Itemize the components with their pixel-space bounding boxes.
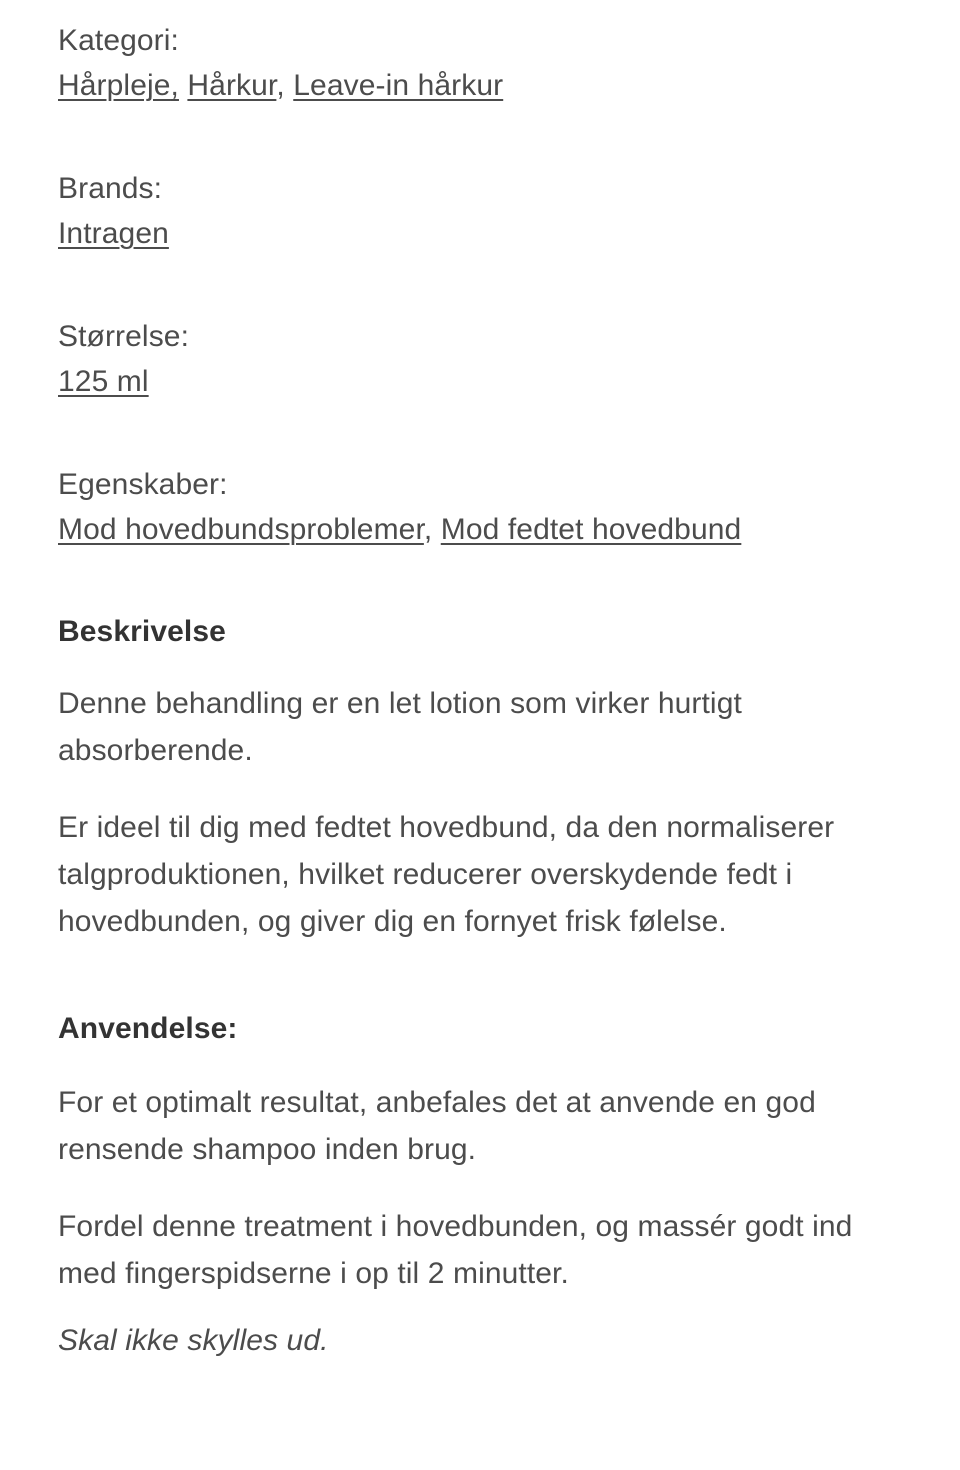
- category-link-leave-in-harkur[interactable]: Leave-in hårkur: [293, 69, 504, 102]
- description-section: [58, 610, 853, 945]
- size-link-125-ml[interactable]: 125 ml: [58, 365, 149, 398]
- description-paragraph: Er ideel til dig med fedtet hovedbund, da den normaliserer talgproduktionen, hvilket reducerer overskydende fedt i hovedbunden, og giver dig en fornyet frisk følelse.: [58, 811, 835, 938]
- meta-block-kategori: [58, 18, 853, 108]
- meta-block-storrelse: [58, 314, 853, 404]
- usage-note: Skal ikke skylles ud.: [58, 1324, 329, 1357]
- meta-values-kategori: [58, 63, 853, 108]
- property-link-mod-hovedbundsproblemer[interactable]: Mod hovedbundsproblemer: [58, 513, 424, 546]
- meta-separator: ,: [276, 69, 294, 102]
- meta-label-brands: Brands:: [58, 172, 163, 205]
- meta-block-egenskaber: [58, 462, 853, 552]
- description-paragraph: Denne behandling er en let lotion som virker hurtigt absorberende.: [58, 687, 742, 767]
- brand-link-intragen[interactable]: Intragen: [58, 217, 169, 250]
- usage-section: [58, 1007, 853, 1364]
- meta-values-egenskaber: [58, 507, 853, 552]
- meta-label-kategori: Kategori:: [58, 24, 179, 57]
- property-link-mod-fedtet-hovedbund[interactable]: Mod fedtet hovedbund: [440, 513, 742, 546]
- meta-block-brands: [58, 166, 853, 256]
- category-link-harpleje[interactable]: Hårpleje: [58, 69, 171, 102]
- usage-paragraph: Fordel denne treatment i hovedbunden, og massér godt ind med fingerspidserne i op til 2 minutter.: [58, 1210, 853, 1290]
- meta-label-egenskaber: Egenskaber:: [58, 468, 228, 501]
- meta-separator: ,: [170, 69, 179, 102]
- meta-values-storrelse: [58, 359, 853, 404]
- meta-separator: ,: [423, 513, 441, 546]
- category-link-harkur[interactable]: Hårkur: [187, 69, 277, 102]
- usage-heading: Anvendelse:: [58, 1012, 238, 1045]
- meta-label-storrelse: Størrelse:: [58, 320, 190, 353]
- usage-paragraph: For et optimalt resultat, anbefales det at anvende en god rensende shampoo inden brug.: [58, 1086, 816, 1166]
- description-heading: Beskrivelse: [58, 615, 226, 648]
- meta-values-brands: [58, 211, 853, 256]
